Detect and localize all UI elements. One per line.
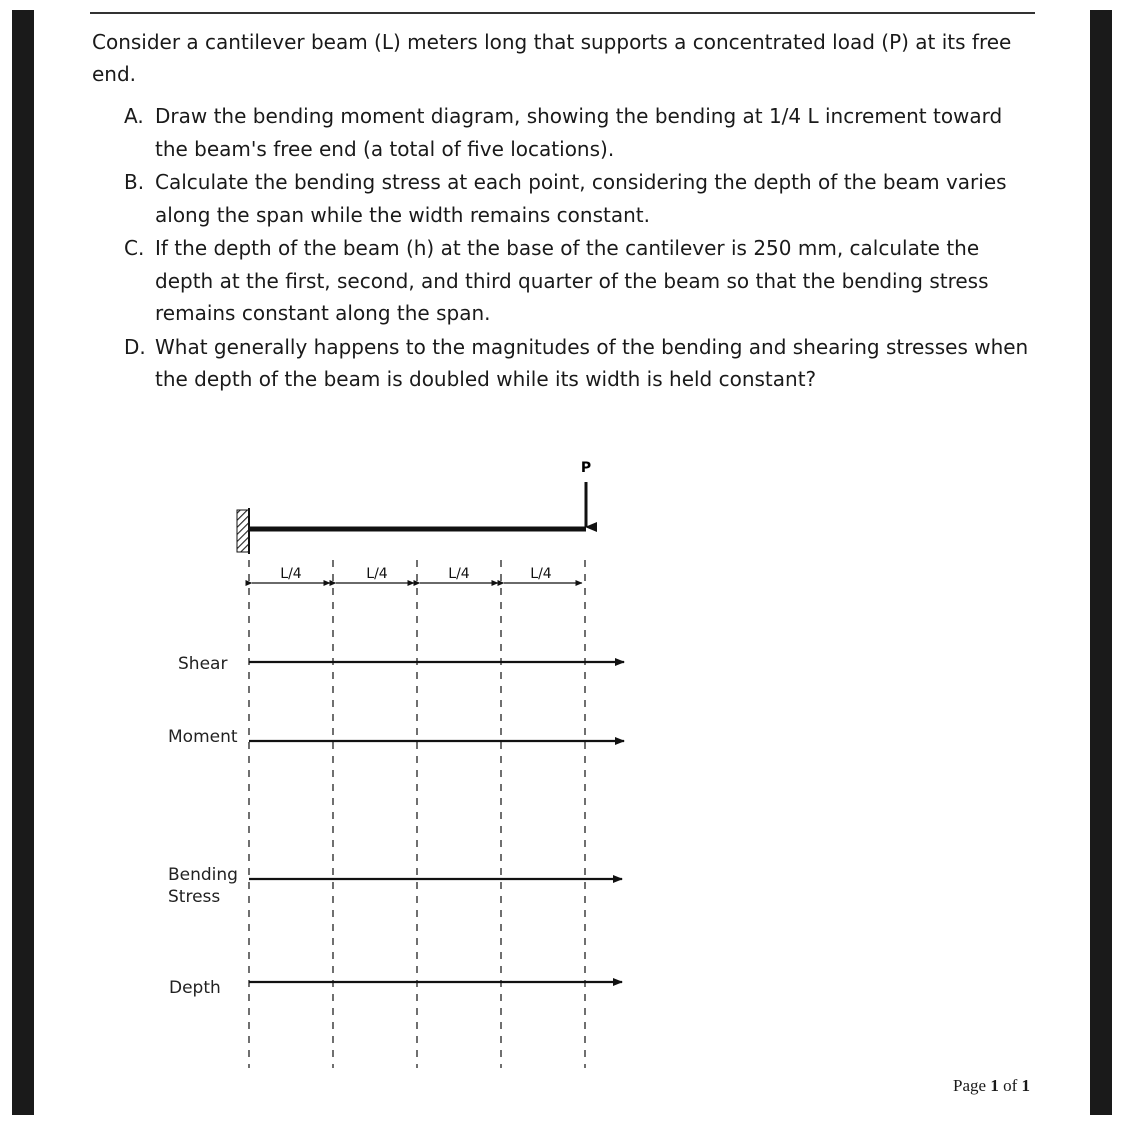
- wall-support: [237, 510, 249, 552]
- question-letter: D.: [124, 334, 146, 359]
- segment-label: L/4: [448, 566, 470, 582]
- question-text: Draw the bending moment diagram, showing the bending at 1/4 L increment toward the beam's free end (a total of five locations).: [155, 104, 1003, 161]
- question-letter: A.: [124, 104, 144, 128]
- shear-label: Shear: [178, 654, 228, 674]
- problem-intro: Consider a cantilever beam (L) meters long that supports a concentrated load (P) at its free end.: [92, 30, 1012, 86]
- load-label: P: [580, 460, 592, 476]
- stress-label: Stress: [168, 887, 221, 907]
- page-word: Page: [953, 1076, 987, 1095]
- bending-label: Bending: [168, 865, 238, 885]
- question-letter: C.: [124, 236, 145, 260]
- page-current: 1: [990, 1076, 999, 1095]
- question-text: If the depth of the beam (h) at the base of the cantilever is 250 mm, calculate the depth at the first, second, and third quarter of the beam so that the bending stress remains constant along the span.: [155, 236, 989, 325]
- question-text: What generally happens to the magnitudes of the bending and shearing stresses when the depth of the beam is doubled while its width is held constant?: [155, 334, 1029, 391]
- segment-label: L/4: [366, 566, 388, 582]
- depth-label: Depth: [169, 978, 221, 998]
- page-total: 1: [1021, 1076, 1030, 1095]
- segment-label: L/4: [530, 566, 552, 582]
- segment-label: L/4: [280, 566, 302, 582]
- page-of: of: [1003, 1076, 1018, 1095]
- moment-label: Moment: [168, 727, 238, 747]
- question-letter: B.: [124, 170, 145, 194]
- page-number: [900, 1076, 1030, 1096]
- question-text: Calculate the bending stress at each point, considering the depth of the beam varies along the span while the width remains constant.: [155, 170, 1007, 227]
